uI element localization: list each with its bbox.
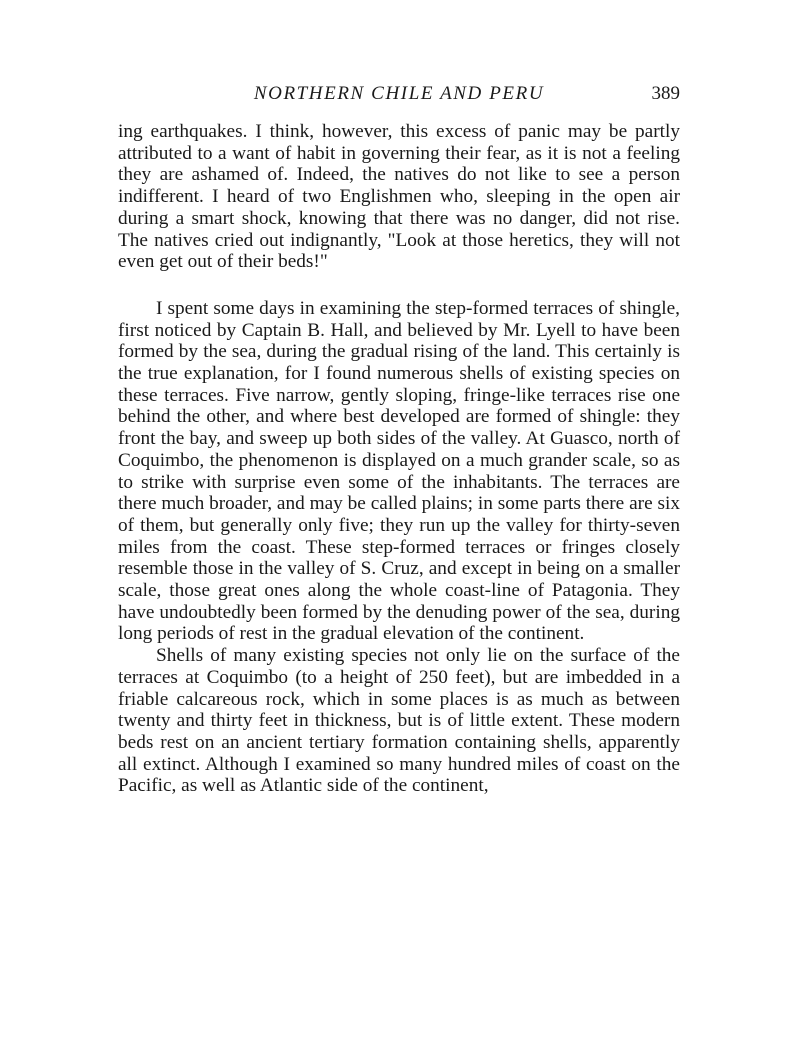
paragraph-terraces: I spent some days in examining the step-formed terraces of shingle, first noticed by Captain B. Hall, and believed by Mr. Lyell to have been formed by the sea, during the gradual rising of the land. This certainly is the true explanation, for I found numerous shells of existing species on these terraces. Five narrow, gently sloping, fringe-like terraces rise one behind the other, and where best developed are formed of shingle: they front the bay, and sweep up both sides of the valley. At Guasco, north of Coquimbo, the phenomenon is displayed on a much grander scale, so as to strike with surprise even some of the inhabitants. The terraces are there much broader, and may be called plains; in some parts there are six of them, but generally only five; they run up the valley for thirty-seven miles from the coast. These step-formed terraces or fringes closely resemble those in the valley of S. Cruz, and except in being on a smaller scale, those great ones along the whole coast-line of Patagonia. They have undoubtedly been formed by the denuding power of the sea, during long periods of rest in the gradual elevation of the continent. [118, 297, 680, 645]
running-head [118, 83, 680, 111]
body-text [118, 121, 680, 797]
page-number: 389 [651, 83, 680, 104]
paragraph-continued: ing earthquakes. I think, however, this excess of panic may be partly attributed to a want of habit in governing their fear, as it is not a feeling they are ashamed of. Indeed, the natives do not like to see a person indifferent. I heard of two Englishmen who, sleeping in the open air during a smart shock, knowing that there was no danger, did not rise. The natives cried out indignantly, "Look at those heretics, they will not even get out of their beds!" [118, 121, 680, 273]
running-title: NORTHERN CHILE AND PERU [253, 83, 545, 104]
paragraph-shells: Shells of many existing species not only lie on the surface of the terraces at Coquimbo (to a height of 250 feet), but are imbedded in a friable calcareous rock, which in some places is as much as between twenty and thirty feet in thickness, but is of little extent. These modern beds rest on an ancient tertiary formation containing shells, apparently all extinct. Although I examined so many hundred miles of coast on the Pacific, as well as Atlantic side of the continent, [118, 645, 680, 797]
